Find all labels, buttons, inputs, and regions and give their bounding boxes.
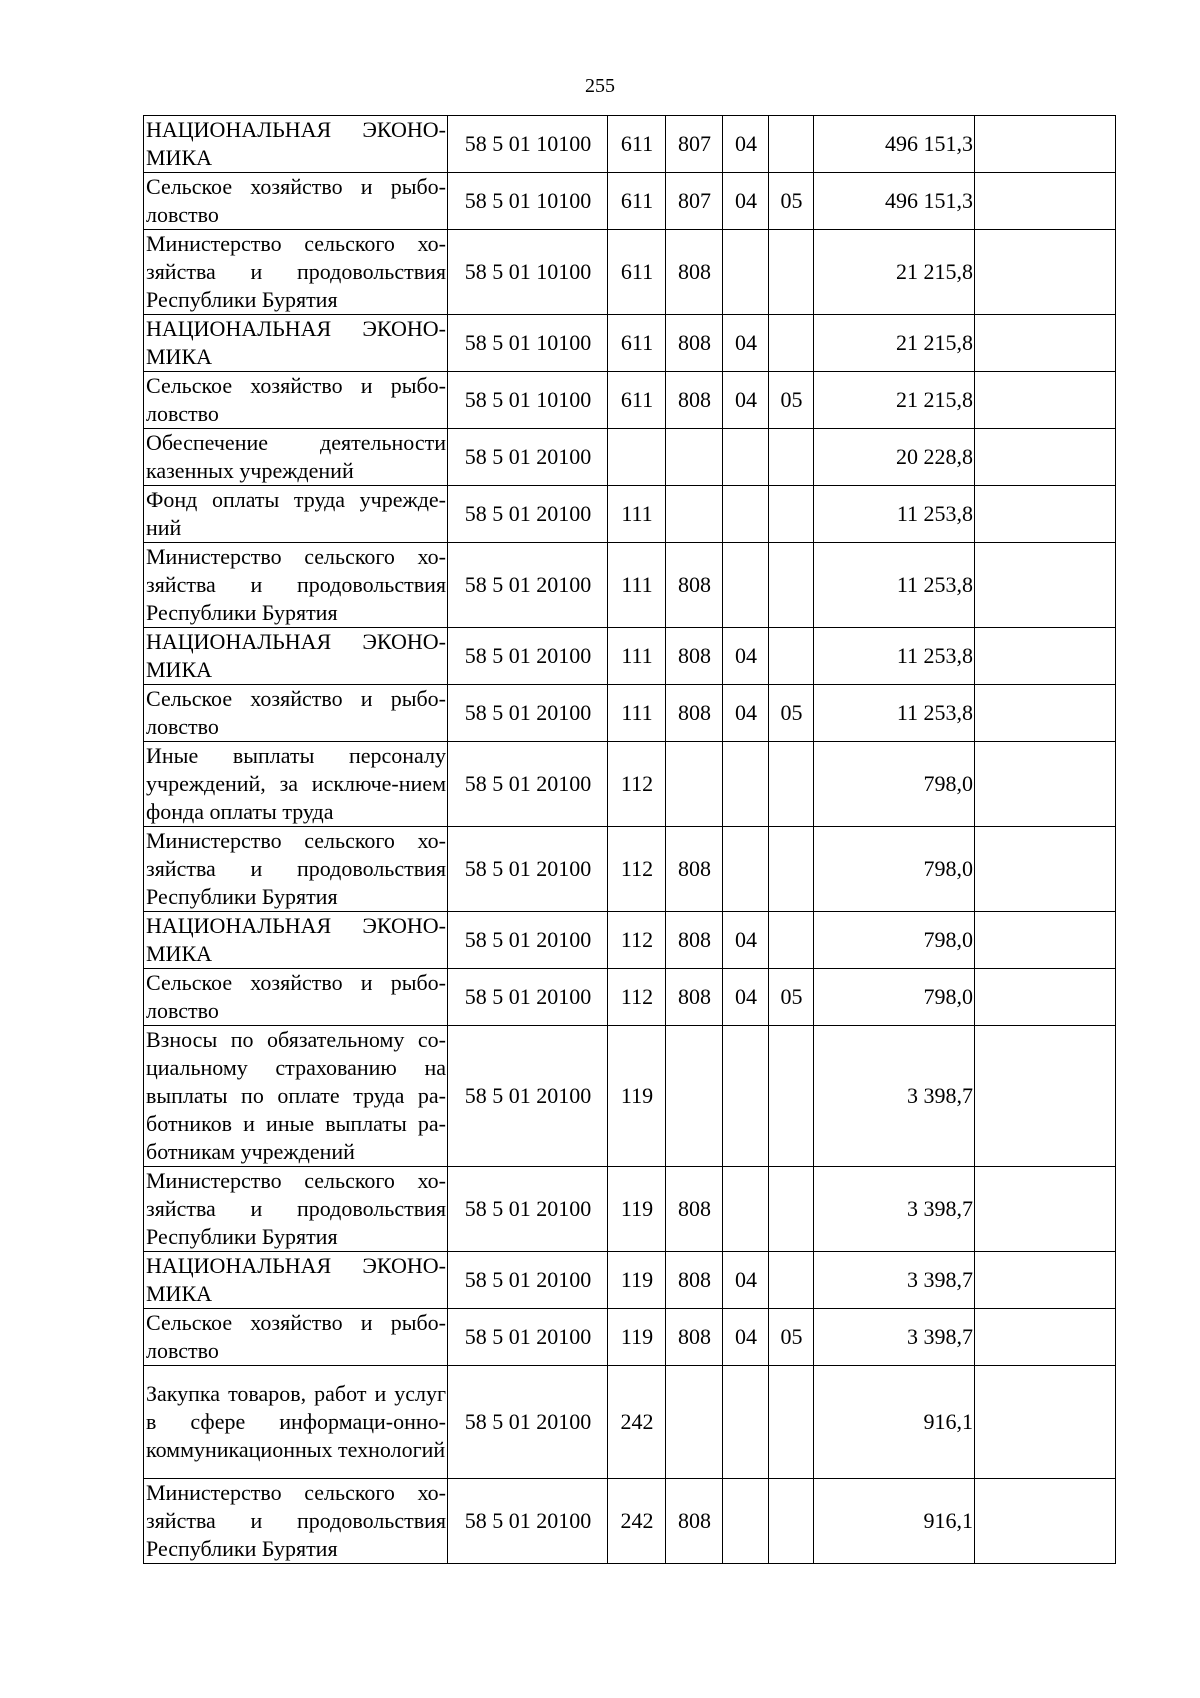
extra-cell [975, 628, 1116, 685]
department-code-cell [666, 742, 723, 827]
extra-cell [975, 116, 1116, 173]
table-row [144, 628, 1116, 685]
amount-cell: 798,0 [814, 742, 975, 827]
department-code-cell: 808 [666, 543, 723, 628]
section-cell [723, 543, 769, 628]
section-cell: 04 [723, 912, 769, 969]
row-name-cell: Взносы по обязательному со-циальному страхованию на выплаты по оплате труда ра-ботников и иные выплаты ра-ботникам учреждений [144, 1026, 448, 1167]
row-name-cell: НАЦИОНАЛЬНАЯ ЭКОНО-МИКА [144, 116, 448, 173]
table-row [144, 1026, 1116, 1167]
department-code-cell: 808 [666, 372, 723, 429]
expense-type-cell: 119 [608, 1309, 666, 1366]
amount-cell: 20 228,8 [814, 429, 975, 486]
section-cell [723, 1167, 769, 1252]
table-row [144, 230, 1116, 315]
expense-type-cell: 611 [608, 315, 666, 372]
amount-cell: 21 215,8 [814, 315, 975, 372]
section-cell [723, 486, 769, 543]
target-code-cell: 58 5 01 20100 [448, 969, 608, 1026]
section-cell [723, 1026, 769, 1167]
department-code-cell: 808 [666, 230, 723, 315]
extra-cell [975, 827, 1116, 912]
section-cell: 04 [723, 1252, 769, 1309]
table-row [144, 372, 1116, 429]
amount-cell: 21 215,8 [814, 372, 975, 429]
expense-type-cell: 112 [608, 969, 666, 1026]
department-code-cell: 808 [666, 1479, 723, 1564]
row-name-cell: НАЦИОНАЛЬНАЯ ЭКОНО-МИКА [144, 628, 448, 685]
target-code-cell: 58 5 01 10100 [448, 173, 608, 230]
target-code-cell: 58 5 01 20100 [448, 486, 608, 543]
extra-cell [975, 372, 1116, 429]
table-row [144, 543, 1116, 628]
target-code-cell: 58 5 01 10100 [448, 230, 608, 315]
page-number: 255 [585, 75, 615, 97]
extra-cell [975, 1479, 1116, 1564]
expense-type-cell: 111 [608, 486, 666, 543]
table-row [144, 1479, 1116, 1564]
section-cell: 04 [723, 173, 769, 230]
subsection-cell: 05 [769, 685, 814, 742]
target-code-cell: 58 5 01 20100 [448, 1252, 608, 1309]
expense-type-cell [608, 429, 666, 486]
section-cell: 04 [723, 628, 769, 685]
subsection-cell: 05 [769, 173, 814, 230]
amount-cell: 11 253,8 [814, 543, 975, 628]
table-row [144, 742, 1116, 827]
expense-type-cell: 611 [608, 372, 666, 429]
row-name-cell: НАЦИОНАЛЬНАЯ ЭКОНО-МИКА [144, 912, 448, 969]
target-code-cell: 58 5 01 20100 [448, 1026, 608, 1167]
amount-cell: 11 253,8 [814, 486, 975, 543]
expense-type-cell: 242 [608, 1479, 666, 1564]
subsection-cell [769, 543, 814, 628]
subsection-cell [769, 1366, 814, 1479]
subsection-cell [769, 486, 814, 543]
expense-type-cell: 119 [608, 1167, 666, 1252]
department-code-cell: 807 [666, 116, 723, 173]
table-row [144, 1252, 1116, 1309]
target-code-cell: 58 5 01 20100 [448, 543, 608, 628]
row-name-cell: Сельское хозяйство и рыбо-ловство [144, 1309, 448, 1366]
extra-cell [975, 429, 1116, 486]
row-name-cell: Министерство сельского хо-зяйства и продовольствия Республики Бурятия [144, 1479, 448, 1564]
expense-type-cell: 119 [608, 1252, 666, 1309]
amount-cell: 798,0 [814, 912, 975, 969]
extra-cell [975, 685, 1116, 742]
row-name-cell: Сельское хозяйство и рыбо-ловство [144, 173, 448, 230]
department-code-cell: 808 [666, 1167, 723, 1252]
section-cell [723, 742, 769, 827]
subsection-cell [769, 429, 814, 486]
subsection-cell [769, 742, 814, 827]
subsection-cell [769, 1479, 814, 1564]
expense-type-cell: 611 [608, 116, 666, 173]
target-code-cell: 58 5 01 20100 [448, 685, 608, 742]
table-row [144, 429, 1116, 486]
target-code-cell: 58 5 01 20100 [448, 429, 608, 486]
subsection-cell [769, 116, 814, 173]
amount-cell: 3 398,7 [814, 1026, 975, 1167]
target-code-cell: 58 5 01 20100 [448, 1479, 608, 1564]
row-name-cell: Сельское хозяйство и рыбо-ловство [144, 372, 448, 429]
section-cell: 04 [723, 685, 769, 742]
subsection-cell [769, 628, 814, 685]
subsection-cell: 05 [769, 1309, 814, 1366]
row-name-cell: Сельское хозяйство и рыбо-ловство [144, 969, 448, 1026]
extra-cell [975, 1167, 1116, 1252]
target-code-cell: 58 5 01 20100 [448, 1309, 608, 1366]
subsection-cell [769, 230, 814, 315]
amount-cell: 11 253,8 [814, 685, 975, 742]
extra-cell [975, 1366, 1116, 1479]
table-row [144, 685, 1116, 742]
department-code-cell: 808 [666, 969, 723, 1026]
target-code-cell: 58 5 01 20100 [448, 742, 608, 827]
amount-cell: 496 151,3 [814, 116, 975, 173]
section-cell [723, 827, 769, 912]
extra-cell [975, 1252, 1116, 1309]
amount-cell: 3 398,7 [814, 1309, 975, 1366]
subsection-cell: 05 [769, 969, 814, 1026]
amount-cell: 798,0 [814, 827, 975, 912]
table-row [144, 1366, 1116, 1479]
department-code-cell [666, 1366, 723, 1479]
expense-type-cell: 119 [608, 1026, 666, 1167]
department-code-cell: 807 [666, 173, 723, 230]
expense-type-cell: 111 [608, 685, 666, 742]
department-code-cell: 808 [666, 315, 723, 372]
extra-cell [975, 742, 1116, 827]
subsection-cell [769, 827, 814, 912]
section-cell: 04 [723, 1309, 769, 1366]
table-row [144, 827, 1116, 912]
target-code-cell: 58 5 01 20100 [448, 827, 608, 912]
department-code-cell: 808 [666, 1309, 723, 1366]
expense-type-cell: 111 [608, 628, 666, 685]
amount-cell: 916,1 [814, 1366, 975, 1479]
department-code-cell: 808 [666, 685, 723, 742]
section-cell: 04 [723, 969, 769, 1026]
subsection-cell [769, 912, 814, 969]
expense-type-cell: 611 [608, 230, 666, 315]
row-name-cell: Иные выплаты персоналу учреждений, за исключе-нием фонда оплаты труда [144, 742, 448, 827]
expense-type-cell: 112 [608, 742, 666, 827]
expense-type-cell: 242 [608, 1366, 666, 1479]
target-code-cell: 58 5 01 10100 [448, 315, 608, 372]
row-name-cell: Министерство сельского хо-зяйства и продовольствия Республики Бурятия [144, 543, 448, 628]
row-name-cell: НАЦИОНАЛЬНАЯ ЭКОНО-МИКА [144, 315, 448, 372]
amount-cell: 11 253,8 [814, 628, 975, 685]
section-cell [723, 230, 769, 315]
section-cell [723, 429, 769, 486]
table-row [144, 1309, 1116, 1366]
target-code-cell: 58 5 01 20100 [448, 628, 608, 685]
table-body [144, 116, 1116, 1564]
expense-type-cell: 111 [608, 543, 666, 628]
table-row [144, 315, 1116, 372]
subsection-cell [769, 1252, 814, 1309]
amount-cell: 916,1 [814, 1479, 975, 1564]
department-code-cell: 808 [666, 1252, 723, 1309]
row-name-cell: Министерство сельского хо-зяйства и продовольствия Республики Бурятия [144, 230, 448, 315]
section-cell: 04 [723, 372, 769, 429]
extra-cell [975, 543, 1116, 628]
table-row [144, 486, 1116, 543]
extra-cell [975, 912, 1116, 969]
expense-type-cell: 112 [608, 827, 666, 912]
department-code-cell [666, 429, 723, 486]
department-code-cell: 808 [666, 628, 723, 685]
section-cell: 04 [723, 116, 769, 173]
row-name-cell: Министерство сельского хо-зяйства и продовольствия Республики Бурятия [144, 1167, 448, 1252]
row-name-cell: Обеспечение деятельности казенных учреждений [144, 429, 448, 486]
subsection-cell [769, 1167, 814, 1252]
table-row [144, 173, 1116, 230]
extra-cell [975, 230, 1116, 315]
department-code-cell [666, 486, 723, 543]
extra-cell [975, 969, 1116, 1026]
table-row [144, 1167, 1116, 1252]
table-row [144, 116, 1116, 173]
target-code-cell: 58 5 01 10100 [448, 372, 608, 429]
expense-type-cell: 112 [608, 912, 666, 969]
department-code-cell: 808 [666, 827, 723, 912]
extra-cell [975, 486, 1116, 543]
target-code-cell: 58 5 01 20100 [448, 1366, 608, 1479]
row-name-cell: Сельское хозяйство и рыбо-ловство [144, 685, 448, 742]
budget-table [143, 115, 1116, 1564]
row-name-cell: Закупка товаров, работ и услуг в сфере информаци-онно-коммуникационных технологий [144, 1366, 448, 1479]
row-name-cell: НАЦИОНАЛЬНАЯ ЭКОНО-МИКА [144, 1252, 448, 1309]
table-row [144, 912, 1116, 969]
extra-cell [975, 1309, 1116, 1366]
extra-cell [975, 1026, 1116, 1167]
target-code-cell: 58 5 01 20100 [448, 912, 608, 969]
row-name-cell: Министерство сельского хо-зяйства и продовольствия Республики Бурятия [144, 827, 448, 912]
extra-cell [975, 315, 1116, 372]
row-name-cell: Фонд оплаты труда учрежде-ний [144, 486, 448, 543]
section-cell [723, 1479, 769, 1564]
subsection-cell [769, 1026, 814, 1167]
expense-type-cell: 611 [608, 173, 666, 230]
amount-cell: 21 215,8 [814, 230, 975, 315]
amount-cell: 3 398,7 [814, 1167, 975, 1252]
department-code-cell: 808 [666, 912, 723, 969]
department-code-cell [666, 1026, 723, 1167]
amount-cell: 3 398,7 [814, 1252, 975, 1309]
target-code-cell: 58 5 01 10100 [448, 116, 608, 173]
section-cell [723, 1366, 769, 1479]
amount-cell: 798,0 [814, 969, 975, 1026]
subsection-cell [769, 315, 814, 372]
table-row [144, 969, 1116, 1026]
section-cell: 04 [723, 315, 769, 372]
subsection-cell: 05 [769, 372, 814, 429]
amount-cell: 496 151,3 [814, 173, 975, 230]
extra-cell [975, 173, 1116, 230]
target-code-cell: 58 5 01 20100 [448, 1167, 608, 1252]
